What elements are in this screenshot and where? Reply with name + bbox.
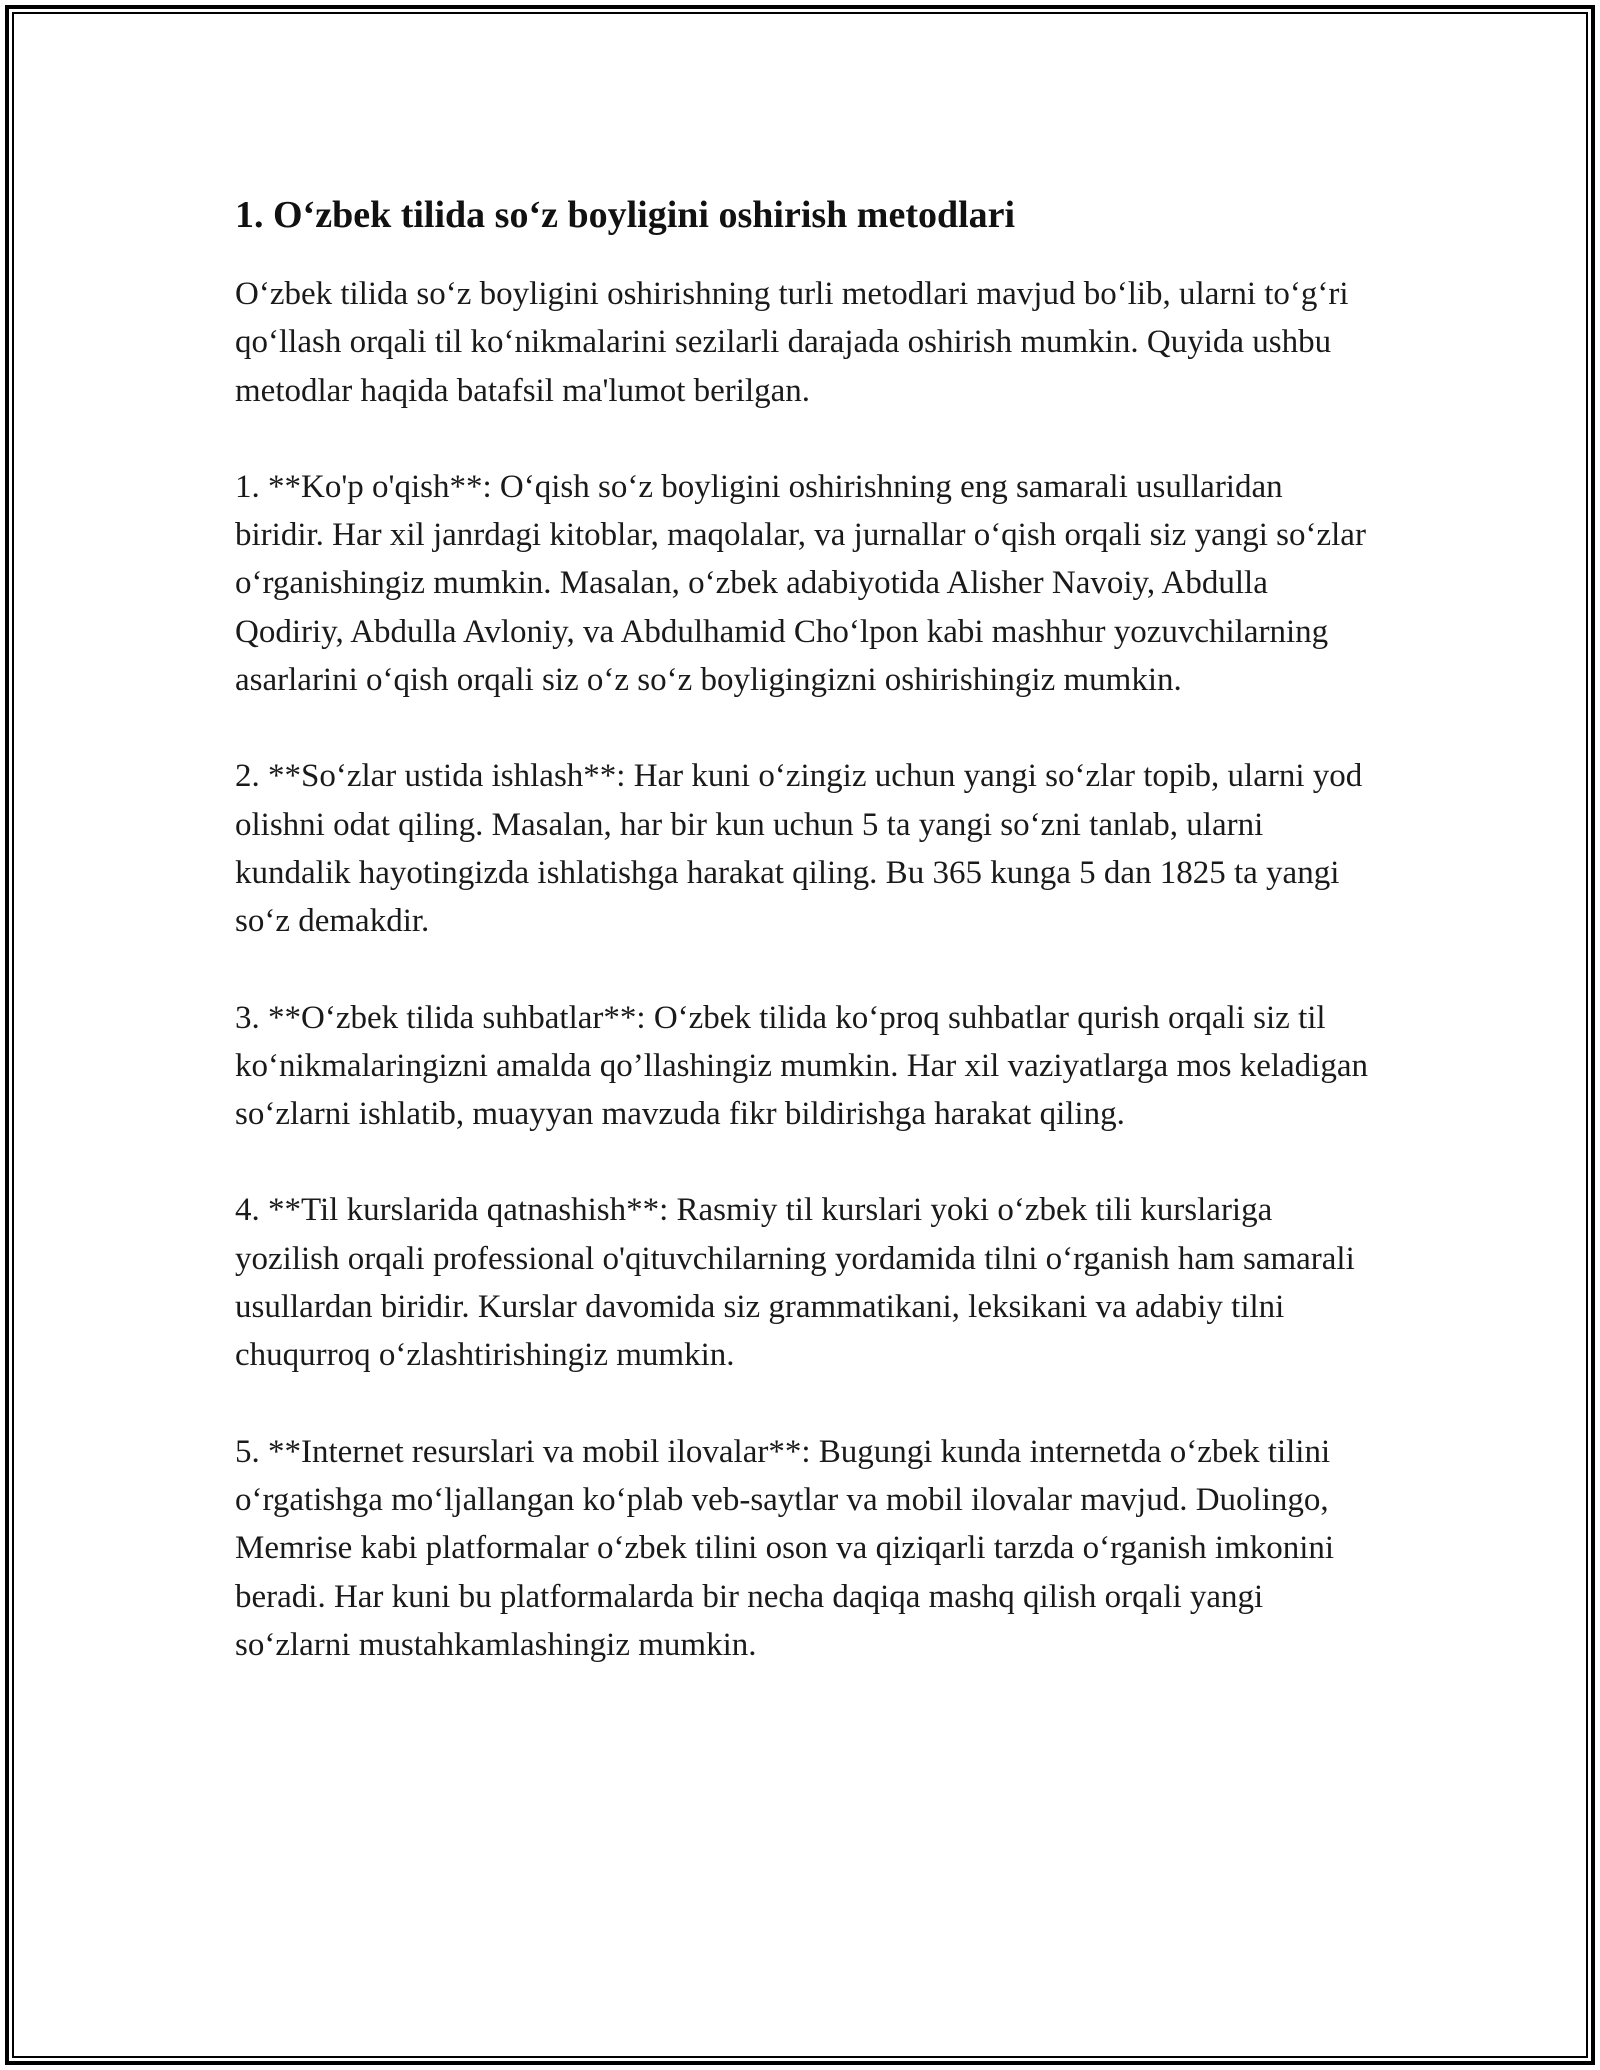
method-4-paragraph: 4. **Til kurslarida qatnashish**: Rasmiy til kurslari yoki o‘zbek tili kurslariga yozilish orqali professional o'qituvchilarning yordamida tilni o‘rganish ham samarali usullardan biridir. Kurslar davomida siz grammatikani, leksikani va adabiy tilni chuqurroq o‘zlashtirishingiz mumkin.: [235, 1192, 1355, 1374]
method-5-paragraph: 5. **Internet resurslari va mobil ilovalar**: Bugungi kunda internetda o‘zbek tilini o‘rgatishga mo‘ljallangan ko‘plab veb-saytlar va mobil ilovalar mavjud. Duolingo, Memrise kabi platformalar o‘zbek tilini oson va qiziqarli tarzda o‘rganish imkonini beradi. Har kuni bu platformalarda bir necha daqiqa mashq qilish orqali yangi so‘zlarni mustahkamlashingiz mumkin.: [235, 1433, 1335, 1663]
intro-paragraph: O‘zbek tilida so‘z boyligini oshirishning turli metodlari mavjud bo‘lib, ularni to‘g‘ri qo‘llash orqali til ko‘nikmalarini sezilarli darajada oshirish mumkin. Quyida ushbu metodlar haqida batafsil ma'lumot berilgan.: [235, 276, 1349, 409]
method-2-paragraph: 2. **So‘zlar ustida ishlash**: Har kuni o‘zingiz uchun yangi so‘zlar topib, ularni yod olishni odat qiling. Masalan, har bir kun uchun 5 ta yangi so‘zni tanlab, ularni kundalik hayotingizda ishlatishga harakat qiling. Bu 365 kunga 5 dan 1825 ta yangi so‘z demakdir.: [235, 758, 1363, 940]
method-3-paragraph: 3. **O‘zbek tilida suhbatlar**: O‘zbek tilida ko‘proq suhbatlar qurish orqali siz til ko‘nikmalaringizni amalda qo’llashingiz mumkin. Har xil vaziyatlarga mos keladigan so‘zlarni ishlatib, muayyan mavzuda fikr bildirishga harakat qiling.: [235, 999, 1368, 1133]
method-1-paragraph: 1. **Ko'p o'qish**: O‘qish so‘z boyligini oshirishning eng samarali usullaridan biridir. Har xil janrdagi kitoblar, maqolalar, va jurnallar o‘qish orqali siz yangi so‘zlar o‘rganishingiz mumkin. Masalan, o‘zbek adabiyotida Alisher Navoiy, Abdulla Qodiriy, Abdulla Avloniy, va Abdulhamid Cho‘lpon kabi mashhur yozuvchilarning asarlarini o‘qish orqali siz o‘z so‘z boyligingizni oshirishingiz mumkin.: [235, 468, 1366, 699]
document-body: [235, 190, 1370, 1717]
section-title: 1. O‘zbek tilida so‘z boyligini oshirish metodlari: [235, 194, 1016, 236]
